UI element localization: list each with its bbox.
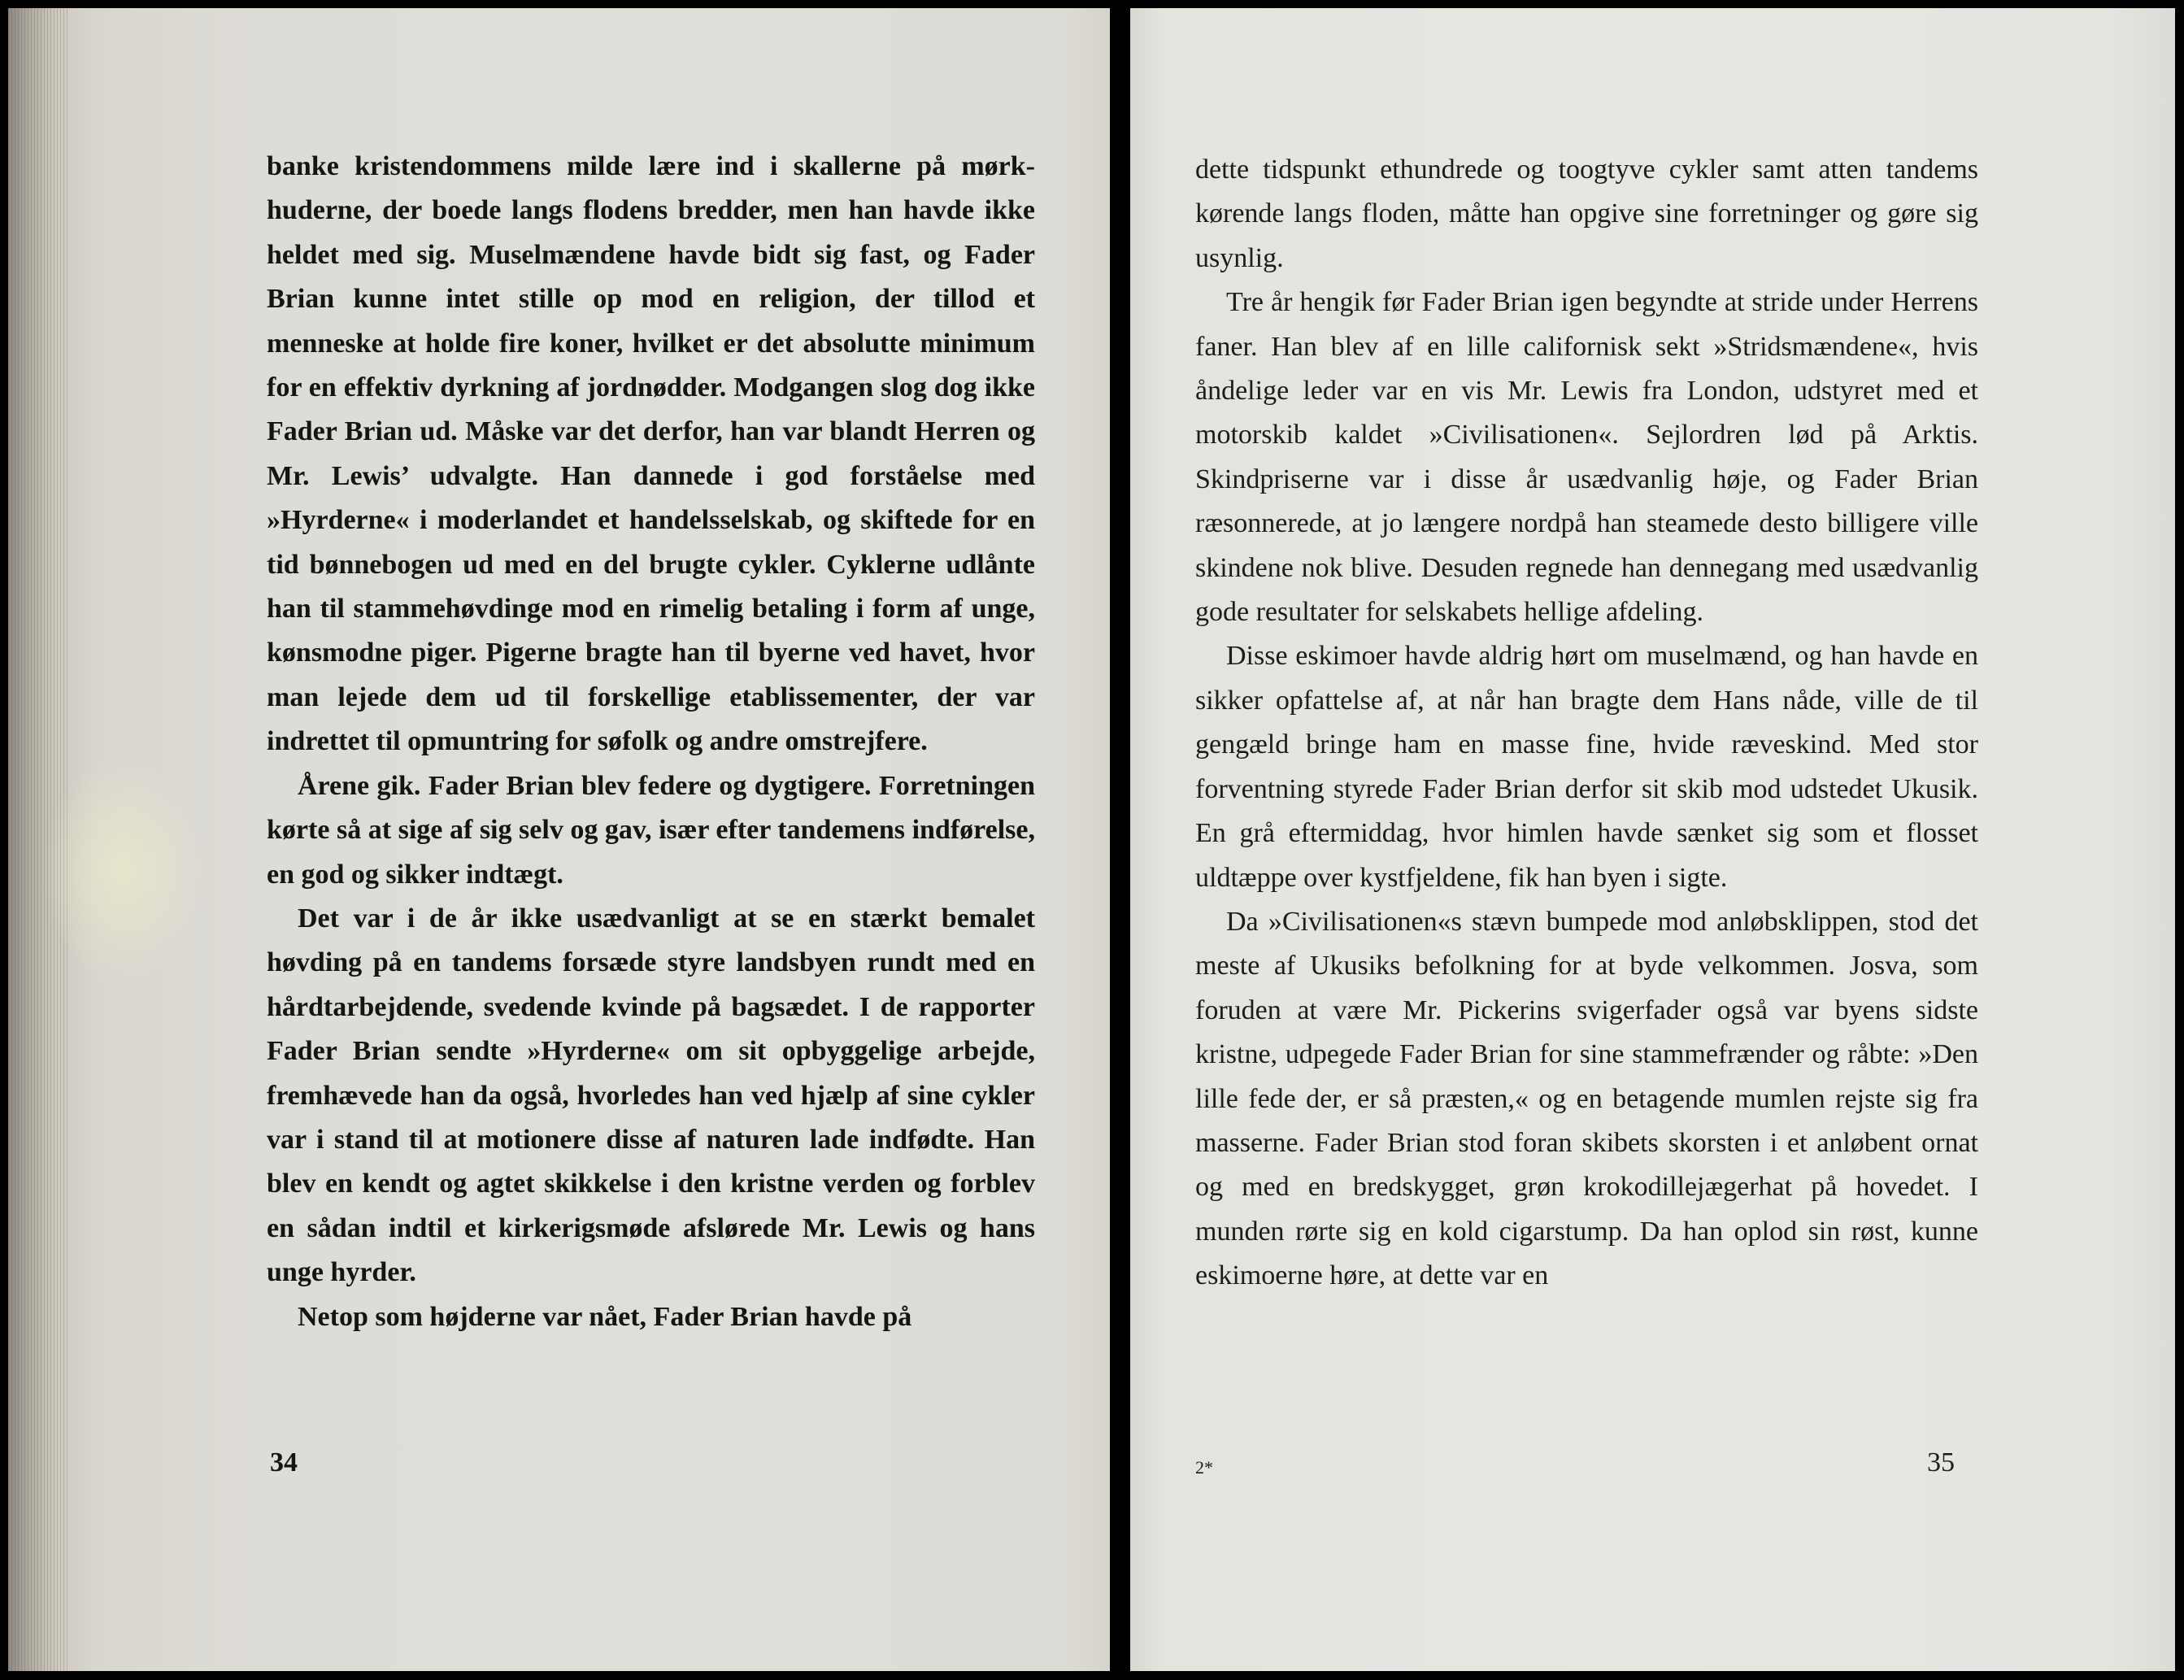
paragraph: Netop som højderne var nået, Fader Brian havde på	[298, 1301, 912, 1332]
paragraph: Årene gik. Fader Brian blev federe og dygtigere. Forretningen kørte så at sige af sig selv og gav, især efter tandemens indførelse, en god og sikker indtægt.	[267, 770, 1035, 890]
page-number-left: 34	[270, 1447, 298, 1478]
page-number-right: 35	[1927, 1447, 1955, 1478]
signature-mark: 2*	[1195, 1457, 1213, 1478]
paragraph: Det var i de år ikke usædvanligt at se en stærkt bemalet høvding på en tandems forsæde styre landsbyen rundt med en hårdtarbejdende, svedende kvinde på bagsædet. I de rapporter Fader Brian sendte »Hyrderne« om sit opbyggelige arbejde, fremhævede han da også, hvorledes han ved hjælp af sine cykler var i stand til at motionere disse af naturen lade indfødte. Han blev en kendt og agtet skikkelse i den kristne verden og forblev en sådan indtil et kirkerigsmøde afslørede Mr. Lewis og hans unge hyrder.	[267, 903, 1035, 1288]
paragraph: Disse eskimoer havde aldrig hørt om muselmænd, og han havde en sikker opfattelse af, at når han bragte dem Hans nåde, ville de til gengæld bringe ham en masse fine, hvide ræveskind. Med stor forventning styrede Fader Brian derfor sit skib mod udstedet Ukusik. En grå eftermiddag, hvor himlen havde sænket sig som et flosset uldtæppe over kystfjeldene, fik han byen i sigte.	[1195, 641, 1978, 893]
left-page-text	[267, 145, 1035, 1339]
light-glare	[41, 756, 203, 984]
paragraph: dette tidspunkt ethundrede og toogtyve cykler samt atten tandems kørende langs floden, måtte han opgive sine forretninger og gøre sig usynlig.	[1195, 155, 1978, 273]
paragraph: Da »Civilisationen«s stævn bumpede mod anløbsklippen, stod det meste af Ukusiks befolkning for at byde velkommen. Josva, som foruden at være Mr. Pickerins svigerfader også var byens sidste kristne, udpegede Fader Brian for sine stammefrænder og råbte: »Den lille fede der, er så præsten,« og en betagende mumlen rejste sig fra masserne. Fader Brian stod foran skibets skorsten i et anløbent ornat og med en bredskygget, grøn krokodillejægerhat på hovedet. I munden rørte sig en kold cigarstump. Da han oplod sin røst, kunne eskimoerne høre, at dette var en	[1195, 906, 1978, 1291]
left-page	[8, 8, 1110, 1671]
gutter	[1110, 0, 1130, 1680]
right-page-text	[1195, 148, 1978, 1299]
paragraph: banke kristendommens milde lære ind i skallerne på mørkhuderne, der boede langs flodens bredder, men han havde ikke heldet med sig. Muselmændene havde bidt sig fast, og Fader Brian kunne intet stille op mod en religion, der tillod et menneske at holde fire koner, hvilket er det absolutte minimum for en effektiv dyrkning af jordnødder. Modgangen slog dog ikke Fader Brian ud. Måske var det derfor, han var blandt Herren og Mr. Lewis’ udvalgte. Han dannede i god forståelse med »Hyrderne« i moderlandet et handelsselskab, og skiftede for en tid bønnebogen ud med en del brugte cykler. Cyklerne udlånte han til stammehøvdinge mod en rimelig betaling i form af unge, kønsmodne piger. Pigerne bragte han til byerne ved havet, hvor man lejede dem ud til forskellige etablissementer, der var indrettet til opmuntring for søfolk og andre omstrejfere.	[267, 151, 1035, 757]
right-page	[1130, 8, 2175, 1671]
paragraph: Tre år hengik før Fader Brian igen begyndte at stride under Herrens faner. Han blev af en lille californisk sekt »Stridsmændene«, hvis åndelige leder var en vis Mr. Lewis fra London, udstyret med et motorskib kaldet »Civilisationen«. Sejlordren lød på Arktis. Skindpriserne var i disse år usædvanlig høje, og Fader Brian ræsonnerede, at jo længere nordpå han steamede desto billigere ville skindene nok blive. Desuden regnede han dennegang med usædvanlig gode resultater for selskabets hellige afdeling.	[1195, 287, 1978, 628]
